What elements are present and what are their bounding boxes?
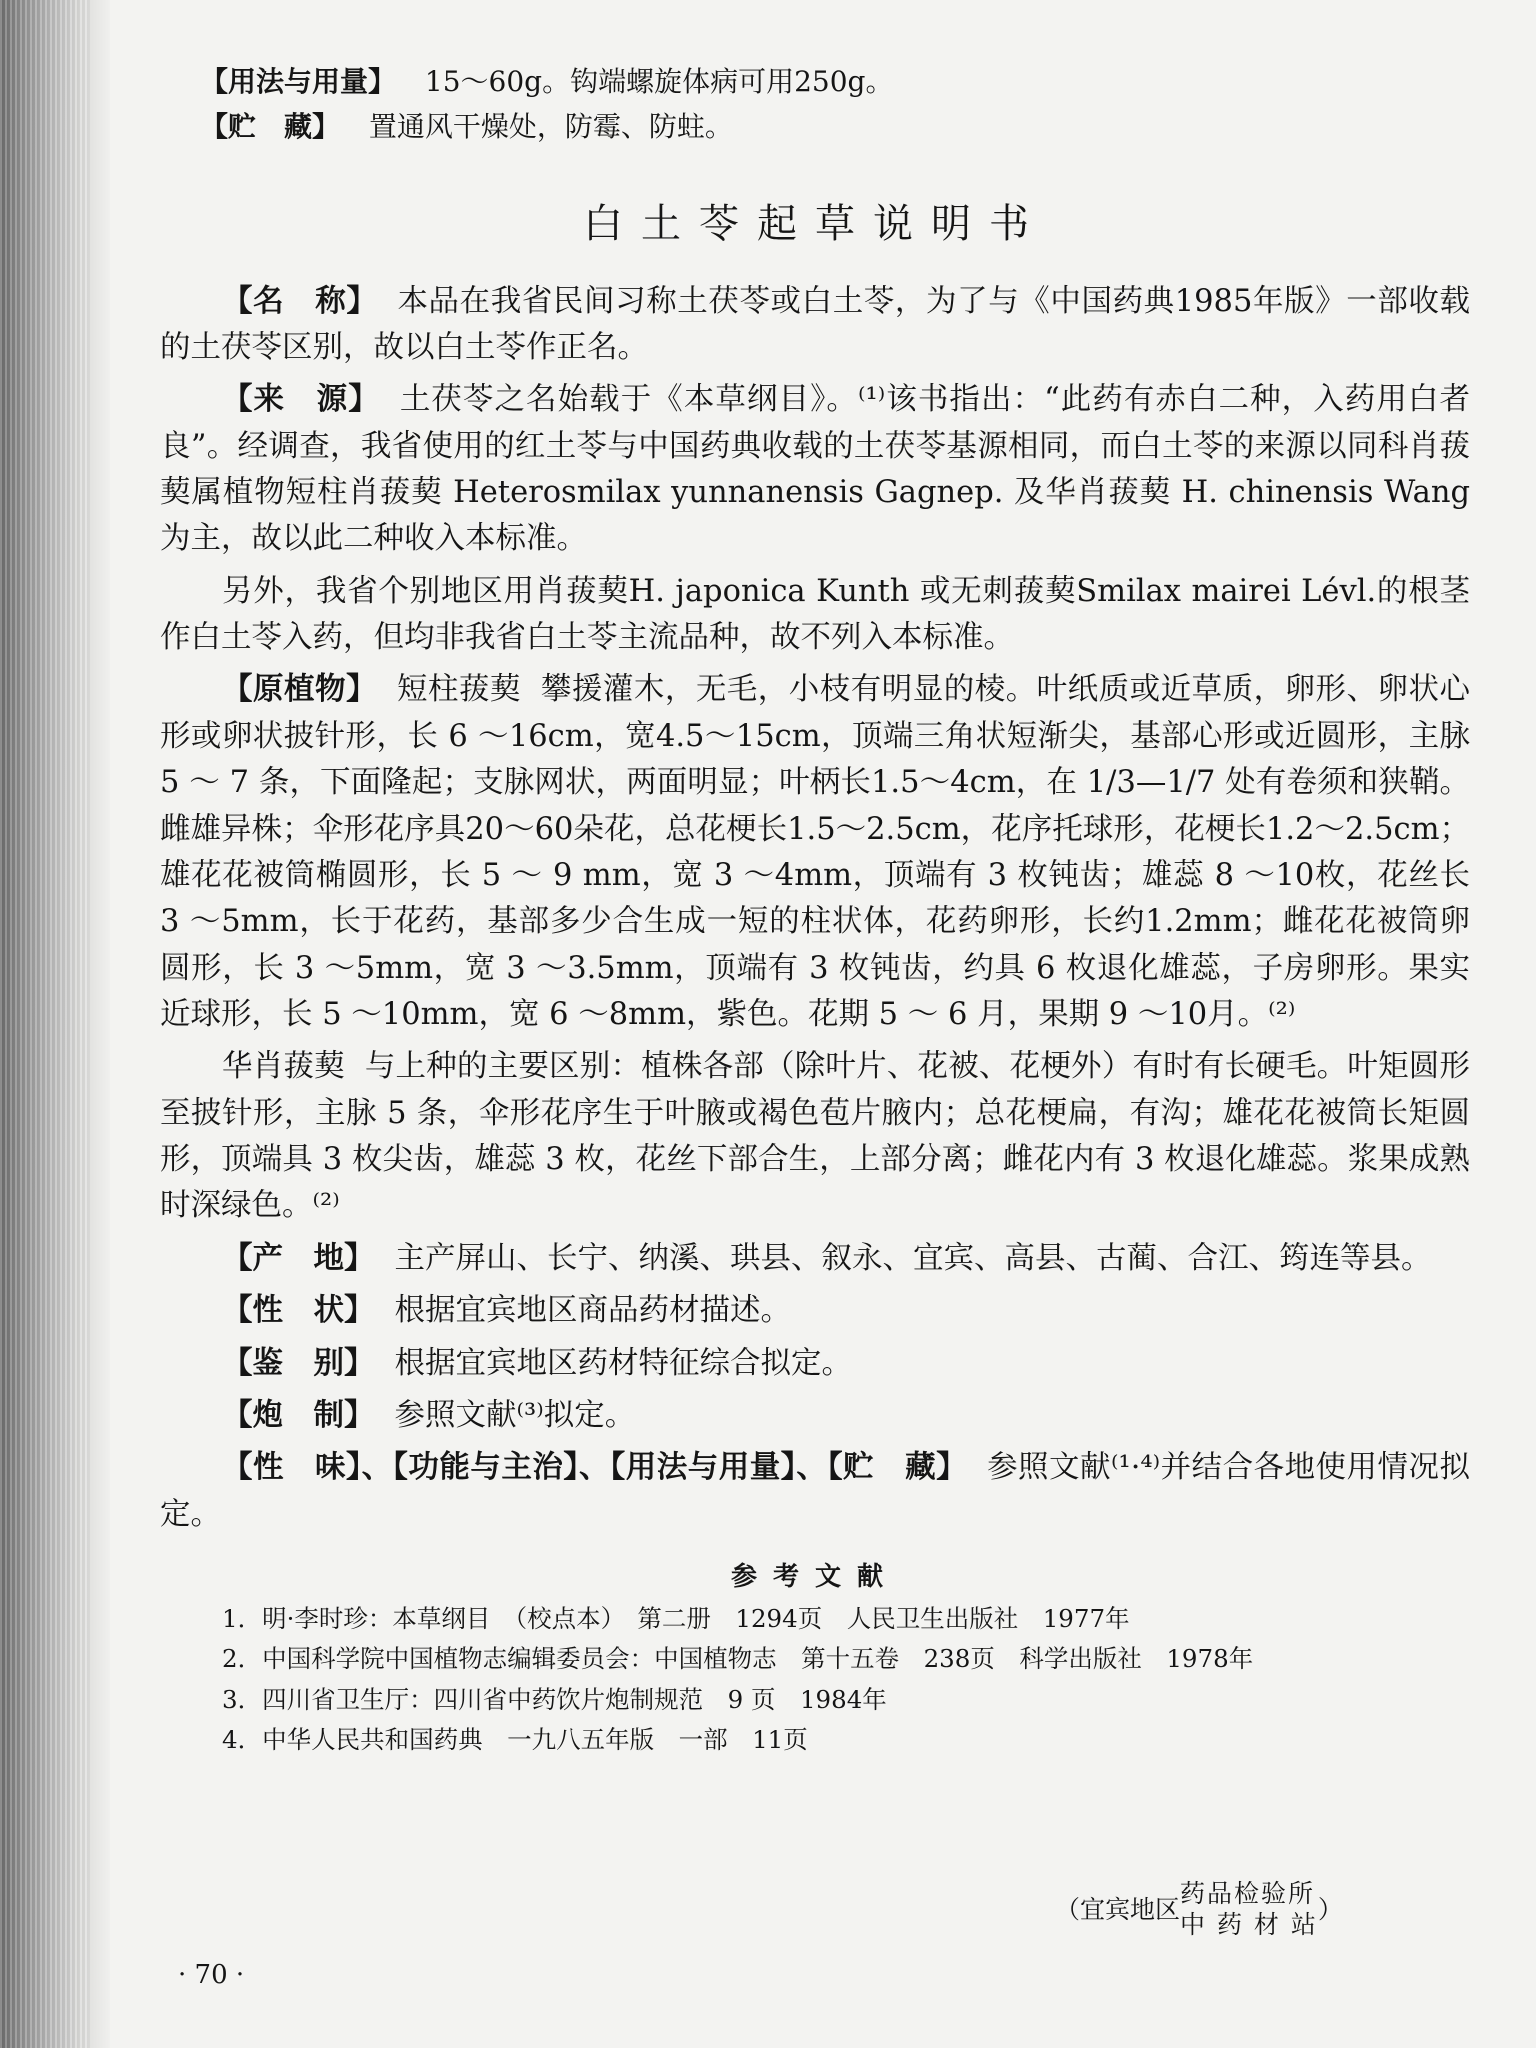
org-line-1: 药品检验所 bbox=[1180, 1879, 1316, 1908]
processing-text: 参照文献⁽³⁾拟定。 bbox=[394, 1397, 636, 1433]
identification-label: 【鉴 别】 bbox=[222, 1345, 375, 1381]
name-text: 本品在我省民间习称土茯苓或白土苓，为了与《中国药典1985年版》一部收载的土茯苓区别，故以白土苓作正名。 bbox=[160, 283, 1471, 365]
usage-text: 15～60g。钩端螺旋体病可用250g。 bbox=[424, 65, 894, 98]
reference-item: 3．四川省卫生厅：四川省中药饮片炮制规范 9 页 1984年 bbox=[222, 1684, 887, 1714]
org-stack bbox=[1180, 1878, 1318, 1941]
section-origin bbox=[160, 1236, 1470, 1282]
plant2-species-name: 华肖菝葜 bbox=[222, 1049, 345, 1085]
plant-species-name: 短柱菝葜 bbox=[396, 672, 521, 708]
origin-label: 【产 地】 bbox=[222, 1240, 375, 1276]
section-processing bbox=[160, 1393, 1470, 1439]
page-number: · 70 · bbox=[178, 1960, 245, 1990]
drafting-organization bbox=[1055, 1878, 1343, 1941]
reference-item: 1．明·李时珍：本草纲目 （校点本） 第二册 1294页 人民卫生出版社 1977年 bbox=[222, 1603, 1130, 1633]
storage-text: 置通风干燥处，防霉、防蛀。 bbox=[368, 109, 733, 143]
processing-label: 【炮 制】 bbox=[222, 1397, 375, 1433]
section-characters bbox=[160, 1288, 1470, 1334]
section-identification bbox=[160, 1341, 1470, 1387]
references-title: 参考文献 bbox=[730, 1561, 899, 1592]
plant-label: 【原植物】 bbox=[222, 672, 377, 708]
section-name bbox=[160, 279, 1470, 372]
org-line-2: 中 药 材 站 bbox=[1180, 1910, 1318, 1940]
org-suffix: ） bbox=[1317, 1894, 1343, 1924]
multi-text: 参照文献⁽¹·⁴⁾并结合各地使用情况拟定。 bbox=[160, 1450, 1470, 1532]
multi-labels: 【性 味】、【功能与主治】、【用法与用量】、【贮 藏】 bbox=[222, 1450, 968, 1486]
source-label: 【来 源】 bbox=[222, 382, 380, 418]
plant-text: 攀援灌木，无毛，小枝有明显的棱。叶纸质或近草质，卵形、卵状心形或卵状披针形，长 6 ～16cm，宽4.5～15cm，顶端三角状短渐尖，基部心形或近圆形，主脉 5 ～ 7 条，下面隆起；支脉网状，两面明显；叶柄长1.5～4cm，在 1/3—1/7 处有卷须和狭鞘。雌雄异株；伞形花序具20～60朵花，总花梗长1.5～2.5cm，花序托球形，花梗长1.2～2.5cm；雄花花被筒椭圆形，长 5 ～ 9 mm，宽 3 ～4mm，顶端有 3 枚钝齿；雄蕊 8 ～10枚，花丝长 3 ～5mm，长于花药，基部多少合生成一短的柱状体，花药卵形，长约1.2mm；雌花花被筒卵圆形，长 3 ～5mm，宽 3 ～3.5mm，顶端有 3 枚钝齿，约具 6 枚退化雄蕊，子房卵形。果实近球形，长 5 ～10mm，宽 6 ～8mm，紫色。花期 5 ～ 6 月，果期 9 ～10月。⁽²⁾ bbox=[160, 672, 1471, 1032]
book-page-stack-lines bbox=[0, 0, 90, 2048]
reference-item: 4．中华人民共和国药典 一九八五年版 一部 11页 bbox=[222, 1725, 808, 1755]
name-label: 【名 称】 bbox=[222, 283, 378, 319]
origin-text: 主产屏山、长宁、纳溪、珙县、叙永、宜宾、高县、古蔺、合江、筠连等县。 bbox=[394, 1240, 1432, 1276]
characters-text: 根据宜宾地区商品药材描述。 bbox=[394, 1293, 791, 1329]
references-list bbox=[222, 1599, 1470, 1761]
reference-item: 2．中国科学院中国植物志编辑委员会：中国植物志 第十五卷 238页 科学出版社 1978年 bbox=[222, 1644, 1254, 1674]
section-plant bbox=[160, 667, 1470, 1038]
plant2-text: 与上种的主要区别：植株各部（除叶片、花被、花梗外）有时有长硬毛。叶矩圆形至披针形，主脉 5 条，伞形花序生于叶腋或褐色苞片腋内；总花梗扁，有沟；雄花花被筒长矩圆形，顶端具 3 枚尖齿，雄蕊 3 枚，花丝下部合生，上部分离；雌花内有 3 枚退化雄蕊。浆果成熟时深绿色。⁽²⁾ bbox=[160, 1049, 1471, 1224]
section-source bbox=[160, 377, 1470, 562]
storage-line bbox=[200, 105, 1470, 150]
source-text: 土茯苓之名始载于《本草纲目》。⁽¹⁾该书指出：“此药有赤白二种，入药用白者良”。经调查，我省使用的红土苓与中国药典收载的土茯苓基源相同，而白土苓的来源以同科肖菝葜属植物短柱肖菝葜 Heterosmilax yunnanensis Gagnep. 及华肖菝葜 H. chinensis Wang 为主，故以此二种收入本标准。 bbox=[160, 382, 1470, 557]
storage-label: 【贮 藏】 bbox=[200, 109, 341, 143]
identification-text: 根据宜宾地区药材特征综合拟定。 bbox=[394, 1345, 852, 1381]
usage-line bbox=[200, 60, 1470, 105]
document-page bbox=[160, 60, 1470, 1761]
org-prefix: （宜宾地区 bbox=[1055, 1894, 1181, 1924]
previous-entry-tail bbox=[200, 60, 1470, 150]
usage-label: 【用法与用量】 bbox=[200, 65, 397, 98]
section-multi bbox=[160, 1445, 1470, 1538]
source-extra-paragraph: 另外，我省个别地区用肖菝葜H. japonica Kunth 或无刺菝葜Smilax mairei Lévl.的根茎作白土苓入药，但均非我省白土苓主流品种，故不列入本标准。 bbox=[160, 573, 1470, 656]
section-plant2 bbox=[160, 1044, 1470, 1229]
page-title: 白土苓起草说明书 bbox=[583, 200, 1047, 247]
characters-label: 【性 状】 bbox=[222, 1293, 375, 1329]
